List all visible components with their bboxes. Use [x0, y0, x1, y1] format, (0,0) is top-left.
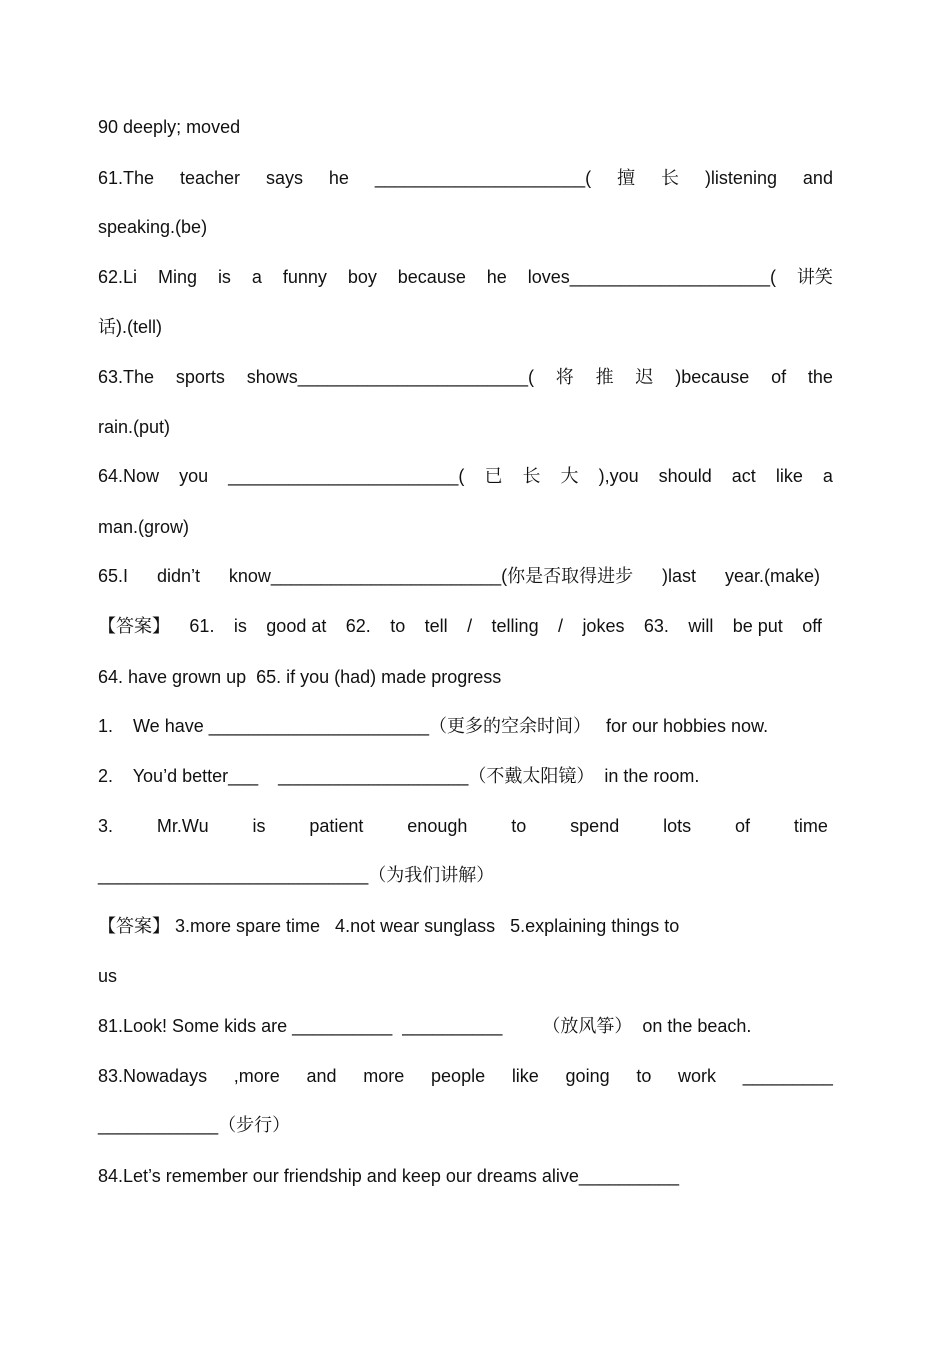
question-63: 63.The sports shows_______________________( 将 推 迟 )because of the — [98, 367, 833, 387]
question-83-cont: ____________（步行） — [98, 1115, 291, 1135]
question-65: 65.I didn’t know_______________________(你是否取得进步 )last year.(make) — [98, 566, 820, 586]
question-63-cont: rain.(put) — [98, 417, 171, 437]
question-64: 64.Now you _______________________( 已 长 大 ),you should act like a — [98, 466, 833, 486]
question-62: 62.Li Ming is a funny boy because he loves____________________( 讲笑 — [98, 267, 833, 287]
question-61: 61.The teacher says he _____________________( 擅 长 )listening and — [98, 168, 833, 188]
question-61-cont: speaking.(be) — [98, 217, 208, 237]
sentence-3-cont: ___________________________（为我们讲解） — [98, 865, 495, 885]
answer-block-1: 【答案】 61. is good at 62. to tell / telling / jokes 63. will be put off — [98, 616, 822, 636]
sentence-1: 1. We have ______________________（更多的空余时间） for our hobbies now. — [98, 716, 769, 736]
question-64-cont: man.(grow) — [98, 517, 190, 537]
answer-block-2: 【答案】 3.more spare time 4.not wear sunglass 5.explaining things to — [98, 916, 680, 936]
answer-block-1-cont: 64. have grown up 65. if you (had) made progress — [98, 667, 502, 687]
answer-line-90: 90 deeply; moved — [98, 117, 241, 137]
sentence-2: 2. You’d better___ ___________________（不戴太阳镜） in the room. — [98, 766, 700, 786]
answer-block-2-cont: us — [98, 966, 118, 986]
question-84: 84.Let’s remember our friendship and keep our dreams alive__________ — [98, 1166, 680, 1186]
sentence-3: 3. Mr.Wu is patient enough to spend lots of time — [98, 816, 828, 836]
question-62-cont: 话).(tell) — [98, 317, 162, 337]
question-83: 83.Nowadays ,more and more people like going to work _________ — [98, 1066, 833, 1086]
question-81: 81.Look! Some kids are __________ __________ （放风筝） on the beach. — [98, 1016, 752, 1036]
